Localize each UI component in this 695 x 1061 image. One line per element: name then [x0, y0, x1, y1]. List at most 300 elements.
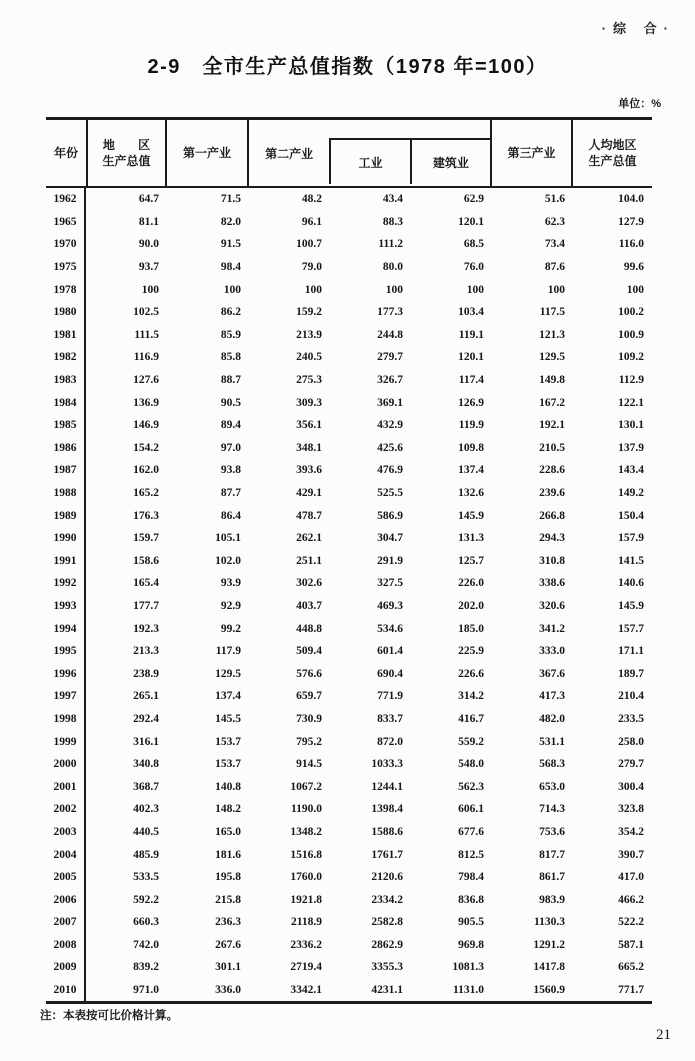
table-row: [46, 708, 652, 731]
table-row: [46, 866, 652, 889]
value-cell-secondary: 448.8: [296, 622, 322, 635]
value-cell-construction: 145.9: [458, 509, 484, 522]
value-cell-per-capita: 127.9: [618, 215, 644, 228]
value-cell-per-capita: 587.1: [618, 938, 644, 951]
value-cell-per-capita: 109.2: [618, 351, 644, 364]
col-header-primary: 第一产业: [165, 120, 247, 186]
value-cell-per-capita: 140.6: [618, 577, 644, 590]
value-cell-tertiary: 861.7: [539, 871, 565, 884]
col-header-grp: [86, 120, 165, 186]
value-cell-primary: 85.9: [220, 328, 241, 341]
col-header-year: 年份: [53, 146, 78, 160]
value-cell-industry: 291.9: [377, 554, 403, 567]
value-cell-per-capita: 116.0: [618, 238, 644, 251]
value-cell-construction: 132.6: [458, 487, 484, 500]
value-cell-tertiary: 1291.2: [533, 938, 565, 951]
value-cell-construction: 185.0: [458, 622, 484, 635]
value-cell-construction: 226.6: [458, 667, 484, 680]
value-cell-grp: 533.5: [133, 871, 159, 884]
col-header-industry: 工业: [358, 155, 383, 170]
col-header-per-capita-line2: 生产总值: [588, 154, 637, 168]
table-row: [46, 753, 652, 776]
value-cell-tertiary: 367.6: [539, 667, 565, 680]
value-cell-industry: 326.7: [377, 374, 403, 387]
year-cell: 2008: [46, 934, 86, 957]
col-header-tertiary: 第三产业: [490, 120, 571, 186]
value-cell-primary: 105.1: [215, 532, 241, 545]
value-cell-industry: 534.6: [377, 622, 403, 635]
value-cell-industry: 80.0: [382, 261, 403, 274]
value-cell-primary: 99.2: [220, 622, 241, 635]
year-cell: 1962: [46, 188, 86, 211]
value-cell-primary: 93.8: [220, 464, 241, 477]
value-cell-grp: 93.7: [138, 261, 159, 274]
year-cell: 1996: [46, 662, 86, 685]
year-cell: 2004: [46, 843, 86, 866]
value-cell-industry: 304.7: [377, 532, 403, 545]
table-row: [46, 301, 652, 324]
year-cell: 1997: [46, 685, 86, 708]
value-cell-primary: 71.5: [220, 193, 241, 206]
value-cell-tertiary: 239.6: [539, 487, 565, 500]
year-cell: 2000: [46, 753, 86, 776]
value-cell-secondary: 429.1: [296, 487, 322, 500]
value-cell-primary: 82.0: [220, 215, 241, 228]
value-cell-grp: 162.0: [133, 464, 159, 477]
value-cell-industry: 43.4: [382, 193, 403, 206]
value-cell-primary: 97.0: [220, 441, 241, 454]
value-cell-tertiary: 121.3: [539, 328, 565, 341]
value-cell-industry: 111.2: [378, 238, 403, 251]
table-body: [46, 188, 652, 1001]
value-cell-tertiary: 310.8: [539, 554, 565, 567]
value-cell-per-capita: 100.9: [618, 328, 644, 341]
value-cell-construction: 202.0: [458, 599, 484, 612]
value-cell-industry: 601.4: [377, 645, 403, 658]
value-cell-industry: 1398.4: [371, 803, 403, 816]
value-cell-tertiary: 341.2: [539, 622, 565, 635]
value-cell-primary: 153.7: [215, 758, 241, 771]
value-cell-industry: 525.5: [377, 487, 403, 500]
value-cell-per-capita: 771.7: [618, 984, 644, 997]
value-cell-per-capita: 100: [626, 283, 644, 296]
year-cell: 1995: [46, 640, 86, 663]
value-cell-grp: 213.3: [133, 645, 159, 658]
value-cell-tertiary: 817.7: [539, 848, 565, 861]
value-cell-construction: 117.4: [458, 374, 484, 387]
value-cell-per-capita: 130.1: [618, 419, 644, 432]
value-cell-grp: 265.1: [133, 690, 159, 703]
year-cell: 1986: [46, 437, 86, 460]
value-cell-grp: 165.4: [133, 577, 159, 590]
value-cell-tertiary: 320.6: [539, 599, 565, 612]
value-cell-construction: 62.9: [463, 193, 484, 206]
year-cell: 2003: [46, 821, 86, 844]
year-cell: 2007: [46, 911, 86, 934]
table-row: [46, 956, 652, 979]
value-cell-industry: 872.0: [377, 735, 403, 748]
value-cell-tertiary: 482.0: [539, 712, 565, 725]
table-row: [46, 233, 652, 256]
value-cell-primary: 85.8: [220, 351, 241, 364]
value-cell-per-capita: 354.2: [618, 825, 644, 838]
value-cell-industry: 369.1: [377, 396, 403, 409]
value-cell-tertiary: 531.1: [539, 735, 565, 748]
value-cell-primary: 181.6: [215, 848, 241, 861]
value-cell-tertiary: 167.2: [539, 396, 565, 409]
table-row: [46, 911, 652, 934]
value-cell-secondary: 1760.0: [290, 871, 322, 884]
table-row: [46, 278, 652, 301]
value-cell-secondary: 348.1: [296, 441, 322, 454]
value-cell-secondary: 251.1: [296, 554, 322, 567]
value-cell-construction: 125.7: [458, 554, 484, 567]
value-cell-industry: 1033.3: [371, 758, 403, 771]
value-cell-industry: 1588.6: [371, 825, 403, 838]
year-cell: 1991: [46, 550, 86, 573]
value-cell-grp: 158.6: [133, 554, 159, 567]
value-cell-secondary: 309.3: [296, 396, 322, 409]
value-cell-grp: 402.3: [133, 803, 159, 816]
value-cell-primary: 102.0: [215, 554, 241, 567]
value-cell-primary: 336.0: [215, 984, 241, 997]
value-cell-grp: 971.0: [133, 984, 159, 997]
value-cell-primary: 86.2: [220, 306, 241, 319]
value-cell-grp: 192.3: [133, 622, 159, 635]
value-cell-primary: 267.6: [215, 938, 241, 951]
value-cell-industry: 469.3: [377, 599, 403, 612]
table-row: [46, 685, 652, 708]
table-row: [46, 640, 652, 663]
table-row: [46, 843, 652, 866]
value-cell-tertiary: 266.8: [539, 509, 565, 522]
table-row: [46, 775, 652, 798]
table-row: [46, 369, 652, 392]
value-cell-grp: 136.9: [133, 396, 159, 409]
value-cell-per-capita: 189.7: [618, 667, 644, 680]
value-cell-industry: 432.9: [377, 419, 403, 432]
value-cell-tertiary: 117.5: [539, 306, 565, 319]
year-cell: 1990: [46, 527, 86, 550]
value-cell-per-capita: 104.0: [618, 193, 644, 206]
value-cell-construction: 1131.0: [453, 984, 484, 997]
value-cell-industry: 476.9: [377, 464, 403, 477]
value-cell-secondary: 795.2: [296, 735, 322, 748]
value-cell-primary: 153.7: [215, 735, 241, 748]
year-cell: 1983: [46, 369, 86, 392]
value-cell-primary: 301.1: [215, 961, 241, 974]
year-cell: 1970: [46, 233, 86, 256]
value-cell-industry: 833.7: [377, 712, 403, 725]
value-cell-construction: 606.1: [458, 803, 484, 816]
table-row: [46, 934, 652, 957]
value-cell-per-capita: 390.7: [618, 848, 644, 861]
value-cell-construction: 969.8: [458, 938, 484, 951]
unit-label: 单位：%: [618, 98, 661, 110]
value-cell-construction: 225.9: [458, 645, 484, 658]
value-cell-primary: 88.7: [220, 374, 241, 387]
value-cell-primary: 92.9: [220, 599, 241, 612]
col-header-grp-line1: 地 区: [102, 138, 161, 152]
value-cell-grp: 159.7: [133, 532, 159, 545]
year-cell: 2006: [46, 888, 86, 911]
table-row: [46, 617, 652, 640]
value-cell-tertiary: 210.5: [539, 441, 565, 454]
value-cell-grp: 154.2: [133, 441, 159, 454]
value-cell-tertiary: 100: [547, 283, 565, 296]
value-cell-primary: 165.0: [215, 825, 241, 838]
value-cell-secondary: 509.4: [296, 645, 322, 658]
table-row: [46, 482, 652, 505]
value-cell-secondary: 96.1: [301, 215, 322, 228]
value-cell-industry: 690.4: [377, 667, 403, 680]
col-header-per-capita-line1: 人均地区: [588, 138, 637, 152]
value-cell-grp: 340.8: [133, 758, 159, 771]
year-cell: 1993: [46, 595, 86, 618]
value-cell-construction: 314.2: [458, 690, 484, 703]
value-cell-tertiary: 129.5: [539, 351, 565, 364]
year-cell: 1981: [46, 324, 86, 347]
value-cell-primary: 148.2: [215, 803, 241, 816]
value-cell-per-capita: 233.5: [618, 712, 644, 725]
section-label: ·综 合·: [601, 21, 675, 36]
value-cell-tertiary: 568.3: [539, 758, 565, 771]
value-cell-tertiary: 1417.8: [533, 961, 565, 974]
value-cell-grp: 81.1: [138, 215, 159, 228]
value-cell-per-capita: 171.1: [618, 645, 644, 658]
value-cell-secondary: 914.5: [296, 758, 322, 771]
col-header-construction: 建筑业: [410, 140, 490, 184]
value-cell-per-capita: 417.0: [618, 871, 644, 884]
year-cell: 1987: [46, 459, 86, 482]
value-cell-construction: 100: [466, 283, 484, 296]
value-cell-construction: 812.5: [458, 848, 484, 861]
value-cell-primary: 100: [223, 283, 241, 296]
value-cell-industry: 3355.3: [371, 961, 403, 974]
value-cell-primary: 87.7: [220, 487, 241, 500]
value-cell-secondary: 1067.2: [290, 780, 322, 793]
year-cell: 2002: [46, 798, 86, 821]
table-row: [46, 888, 652, 911]
value-cell-construction: 120.1: [458, 215, 484, 228]
value-cell-primary: 91.5: [220, 238, 241, 251]
value-cell-grp: 660.3: [133, 916, 159, 929]
table-row: [46, 437, 652, 460]
table-row: [46, 662, 652, 685]
value-cell-construction: 103.4: [458, 306, 484, 319]
value-cell-industry: 1761.7: [371, 848, 403, 861]
value-cell-grp: 839.2: [133, 961, 159, 974]
value-cell-secondary: 240.5: [296, 351, 322, 364]
value-cell-primary: 90.5: [220, 396, 241, 409]
value-cell-industry: 2334.2: [371, 893, 403, 906]
value-cell-secondary: 2118.9: [291, 916, 322, 929]
value-cell-construction: 836.8: [458, 893, 484, 906]
year-cell: 1985: [46, 414, 86, 437]
value-cell-grp: 90.0: [138, 238, 159, 251]
value-cell-per-capita: 466.2: [618, 893, 644, 906]
col-header-grp-line2: 生产总值: [102, 154, 151, 168]
col-header-secondary: 第二产业: [265, 146, 314, 161]
value-cell-grp: 165.2: [133, 487, 159, 500]
value-cell-tertiary: 714.3: [539, 803, 565, 816]
value-cell-primary: 140.8: [215, 780, 241, 793]
value-cell-secondary: 1190.0: [291, 803, 322, 816]
value-cell-per-capita: 210.4: [618, 690, 644, 703]
table-row: [46, 527, 652, 550]
value-cell-industry: 2120.6: [371, 871, 403, 884]
value-cell-secondary: 213.9: [296, 328, 322, 341]
value-cell-per-capita: 100.2: [618, 306, 644, 319]
value-cell-industry: 2862.9: [371, 938, 403, 951]
table-note: 注：本表按可比价格计算。: [40, 1010, 178, 1022]
table-row: [46, 979, 652, 1002]
year-cell: 2001: [46, 775, 86, 798]
value-cell-per-capita: 522.2: [618, 916, 644, 929]
value-cell-grp: 102.5: [133, 306, 159, 319]
value-cell-secondary: 2336.2: [290, 938, 322, 951]
table-row: [46, 414, 652, 437]
value-cell-grp: 742.0: [133, 938, 159, 951]
value-cell-tertiary: 73.4: [544, 238, 565, 251]
value-cell-construction: 137.4: [458, 464, 484, 477]
value-cell-tertiary: 983.9: [539, 893, 565, 906]
value-cell-per-capita: 122.1: [618, 396, 644, 409]
value-cell-per-capita: 150.4: [618, 509, 644, 522]
value-cell-secondary: 730.9: [296, 712, 322, 725]
year-cell: 1978: [46, 278, 86, 301]
value-cell-tertiary: 338.6: [539, 577, 565, 590]
value-cell-tertiary: 192.1: [539, 419, 565, 432]
value-cell-grp: 116.9: [133, 351, 159, 364]
value-cell-tertiary: 417.3: [539, 690, 565, 703]
table-row: [46, 730, 652, 753]
year-cell: 2009: [46, 956, 86, 979]
data-table: [46, 117, 652, 1004]
table-row: [46, 188, 652, 211]
value-cell-grp: 316.1: [133, 735, 159, 748]
value-cell-per-capita: 157.7: [618, 622, 644, 635]
value-cell-secondary: 403.7: [296, 599, 322, 612]
value-cell-secondary: 393.6: [296, 464, 322, 477]
table-row: [46, 256, 652, 279]
value-cell-industry: 2582.8: [371, 916, 403, 929]
value-cell-primary: 93.9: [220, 577, 241, 590]
value-cell-tertiary: 333.0: [539, 645, 565, 658]
value-cell-tertiary: 1130.3: [534, 916, 565, 929]
value-cell-grp: 146.9: [133, 419, 159, 432]
value-cell-primary: 145.5: [215, 712, 241, 725]
value-cell-construction: 131.3: [458, 532, 484, 545]
year-cell: 1988: [46, 482, 86, 505]
value-cell-industry: 279.7: [377, 351, 403, 364]
value-cell-tertiary: 228.6: [539, 464, 565, 477]
value-cell-industry: 4231.1: [371, 984, 403, 997]
value-cell-tertiary: 62.3: [544, 215, 565, 228]
value-cell-per-capita: 279.7: [618, 758, 644, 771]
value-cell-tertiary: 1560.9: [533, 984, 565, 997]
table-row: [46, 459, 652, 482]
year-cell: 2010: [46, 979, 86, 1002]
table-row: [46, 595, 652, 618]
value-cell-secondary: 79.0: [301, 261, 322, 274]
value-cell-construction: 126.9: [458, 396, 484, 409]
value-cell-grp: 177.7: [133, 599, 159, 612]
value-cell-grp: 238.9: [133, 667, 159, 680]
value-cell-secondary: 48.2: [301, 193, 322, 206]
value-cell-secondary: 262.1: [296, 532, 322, 545]
value-cell-secondary: 1348.2: [290, 825, 322, 838]
value-cell-industry: 327.5: [377, 577, 403, 590]
value-cell-tertiary: 51.6: [544, 193, 565, 206]
value-cell-primary: 195.8: [215, 871, 241, 884]
value-cell-secondary: 100: [304, 283, 322, 296]
value-cell-tertiary: 653.0: [539, 780, 565, 793]
page-title: 2-9 全市生产总值指数（1978 年=100）: [147, 56, 548, 78]
table-row: [46, 211, 652, 234]
value-cell-grp: 592.2: [133, 893, 159, 906]
value-cell-construction: 798.4: [458, 871, 484, 884]
value-cell-grp: 485.9: [133, 848, 159, 861]
value-cell-primary: 98.4: [220, 261, 241, 274]
value-cell-construction: 226.0: [458, 577, 484, 590]
value-cell-secondary: 1921.8: [290, 893, 322, 906]
value-cell-construction: 559.2: [458, 735, 484, 748]
value-cell-tertiary: 149.8: [539, 374, 565, 387]
value-cell-grp: 111.5: [134, 328, 159, 341]
value-cell-grp: 64.7: [138, 193, 159, 206]
value-cell-secondary: 3342.1: [290, 984, 322, 997]
table-row: [46, 346, 652, 369]
value-cell-per-capita: 112.9: [618, 374, 644, 387]
value-cell-primary: 86.4: [220, 509, 241, 522]
value-cell-grp: 292.4: [133, 712, 159, 725]
value-cell-industry: 88.3: [382, 215, 403, 228]
value-cell-construction: 76.0: [463, 261, 484, 274]
value-cell-construction: 562.3: [458, 780, 484, 793]
value-cell-grp: 368.7: [133, 780, 159, 793]
value-cell-tertiary: 87.6: [544, 261, 565, 274]
year-cell: 1989: [46, 504, 86, 527]
value-cell-per-capita: 300.4: [618, 780, 644, 793]
value-cell-construction: 120.1: [458, 351, 484, 364]
value-cell-secondary: 100.7: [296, 238, 322, 251]
table-row: [46, 821, 652, 844]
value-cell-construction: 677.6: [458, 825, 484, 838]
value-cell-per-capita: 665.2: [618, 961, 644, 974]
value-cell-construction: 109.8: [458, 441, 484, 454]
value-cell-secondary: 302.6: [296, 577, 322, 590]
value-cell-grp: 127.6: [133, 374, 159, 387]
value-cell-grp: 440.5: [133, 825, 159, 838]
value-cell-secondary: 2719.4: [290, 961, 322, 974]
value-cell-industry: 425.6: [377, 441, 403, 454]
value-cell-per-capita: 99.6: [623, 261, 644, 274]
value-cell-construction: 68.5: [463, 238, 484, 251]
year-cell: 1994: [46, 617, 86, 640]
value-cell-grp: 100: [141, 283, 159, 296]
value-cell-tertiary: 294.3: [539, 532, 565, 545]
table-header: [46, 120, 652, 188]
value-cell-industry: 177.3: [377, 306, 403, 319]
year-cell: 1984: [46, 391, 86, 414]
col-header-per-capita: [571, 120, 652, 186]
value-cell-grp: 176.3: [133, 509, 159, 522]
value-cell-secondary: 159.2: [296, 306, 322, 319]
value-cell-per-capita: 141.5: [618, 554, 644, 567]
year-cell: 1999: [46, 730, 86, 753]
table-row: [46, 798, 652, 821]
